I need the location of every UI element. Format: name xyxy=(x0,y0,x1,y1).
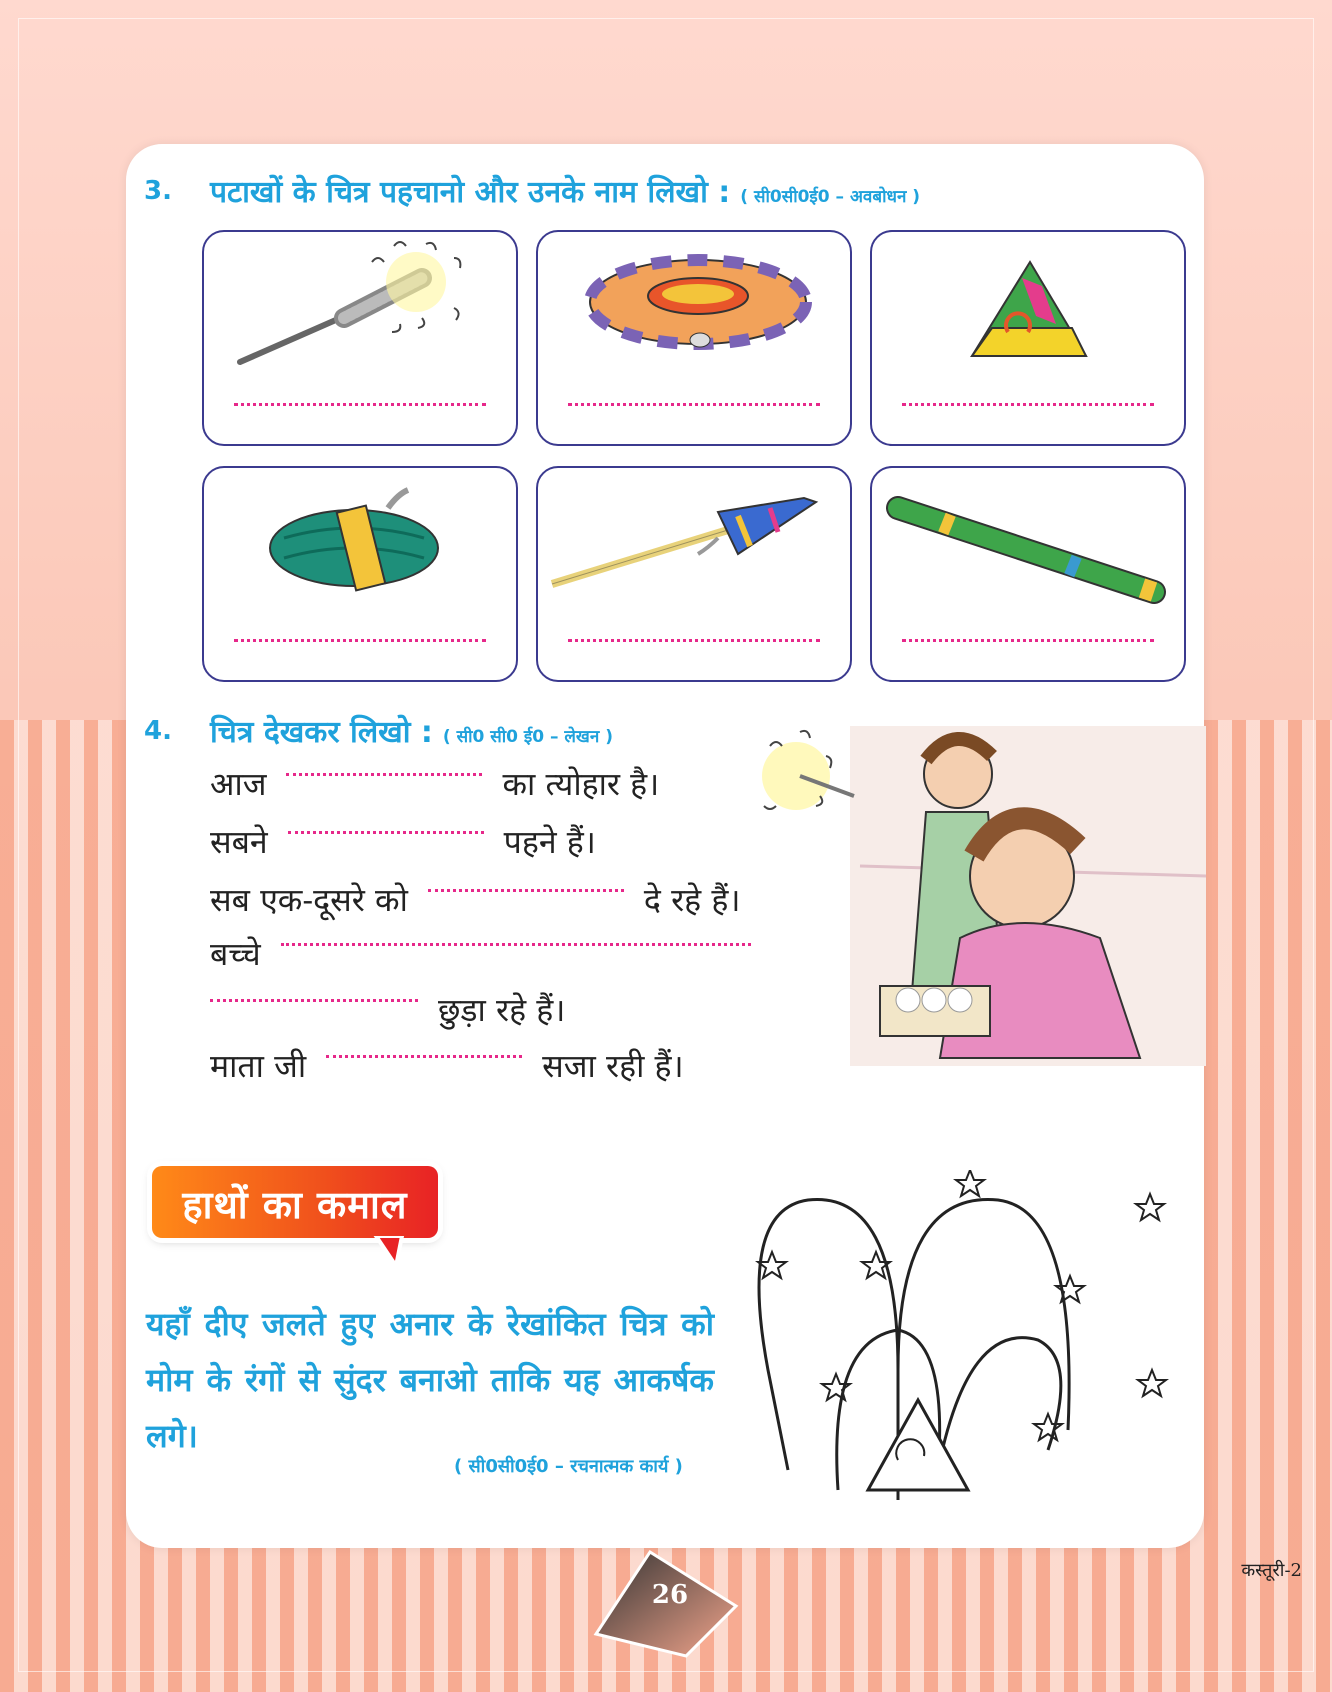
answer-line[interactable] xyxy=(568,403,820,406)
speech-tail-icon xyxy=(372,1236,412,1272)
answer-line[interactable] xyxy=(902,639,1154,642)
blank-2[interactable] xyxy=(288,831,484,834)
answer-line[interactable] xyxy=(568,639,820,642)
q4-text xyxy=(210,710,613,751)
sentence-6: माता जी सजा रही हैं। xyxy=(210,1047,684,1085)
craft-banner xyxy=(146,1160,444,1246)
answer-line[interactable] xyxy=(902,403,1154,406)
q4-number: 4. xyxy=(144,716,172,746)
sentence-5: छुड़ा रहे हैं। xyxy=(210,988,565,1031)
chakri-box xyxy=(536,230,852,446)
q3-instruction: पटाखों के चित्र पहचानो और उनके नाम लिखो : xyxy=(210,175,731,210)
chakri-image xyxy=(538,232,854,448)
craft-tag: ( सी0सी0ई0 – रचनात्मक कार्य ) xyxy=(454,1456,683,1477)
blank-1[interactable] xyxy=(286,773,482,776)
candle-image xyxy=(872,468,1188,684)
sentence-4: बच्चे xyxy=(210,932,751,975)
children-celebrating-image xyxy=(730,716,1206,1106)
sentence-3: सब एक-दूसरे को दे रहे हैं। xyxy=(210,881,741,919)
answer-line[interactable] xyxy=(234,639,486,642)
page-number: 26 xyxy=(651,1580,689,1610)
q3-text xyxy=(210,170,920,211)
q4-tag: ( सी0 सी0 ई0 – लेखन ) xyxy=(442,727,613,747)
sentence-2: सबने पहने हैं। xyxy=(210,823,596,861)
blank-3[interactable] xyxy=(428,889,624,892)
anaar-image xyxy=(872,232,1188,448)
rocket-image xyxy=(538,468,854,684)
q3-tag: ( सी0सी0ई0 – अवबोधन ) xyxy=(740,187,921,207)
q3-number: 3. xyxy=(144,176,172,206)
anaar-outline-drawing[interactable] xyxy=(748,1170,1178,1512)
banner-title: हाथों का कमाल xyxy=(182,1183,408,1227)
sparkler-image xyxy=(204,232,520,448)
bomb-box xyxy=(202,466,518,682)
blank-5[interactable] xyxy=(210,999,418,1002)
answer-line[interactable] xyxy=(234,403,486,406)
craft-instruction: यहाँ दीए जलते हुए अनार के रेखांकित चित्र को मोम के रंगों से सुंदर बनाओ ताकि यह आकर्षक लगे। xyxy=(146,1305,714,1455)
anaar-box xyxy=(870,230,1186,446)
banner-ribbon xyxy=(152,1166,438,1238)
q4-instruction: चित्र देखकर लिखो : xyxy=(210,715,433,750)
sentence-1: आज का त्योहार है। xyxy=(210,765,660,803)
blank-4[interactable] xyxy=(281,943,751,946)
sparkler-box xyxy=(202,230,518,446)
candle-box xyxy=(870,466,1186,682)
blank-6[interactable] xyxy=(326,1055,522,1058)
bomb-image xyxy=(204,468,520,684)
rocket-box xyxy=(536,466,852,682)
book-title: कस्तूरी-2 xyxy=(1241,1560,1302,1581)
